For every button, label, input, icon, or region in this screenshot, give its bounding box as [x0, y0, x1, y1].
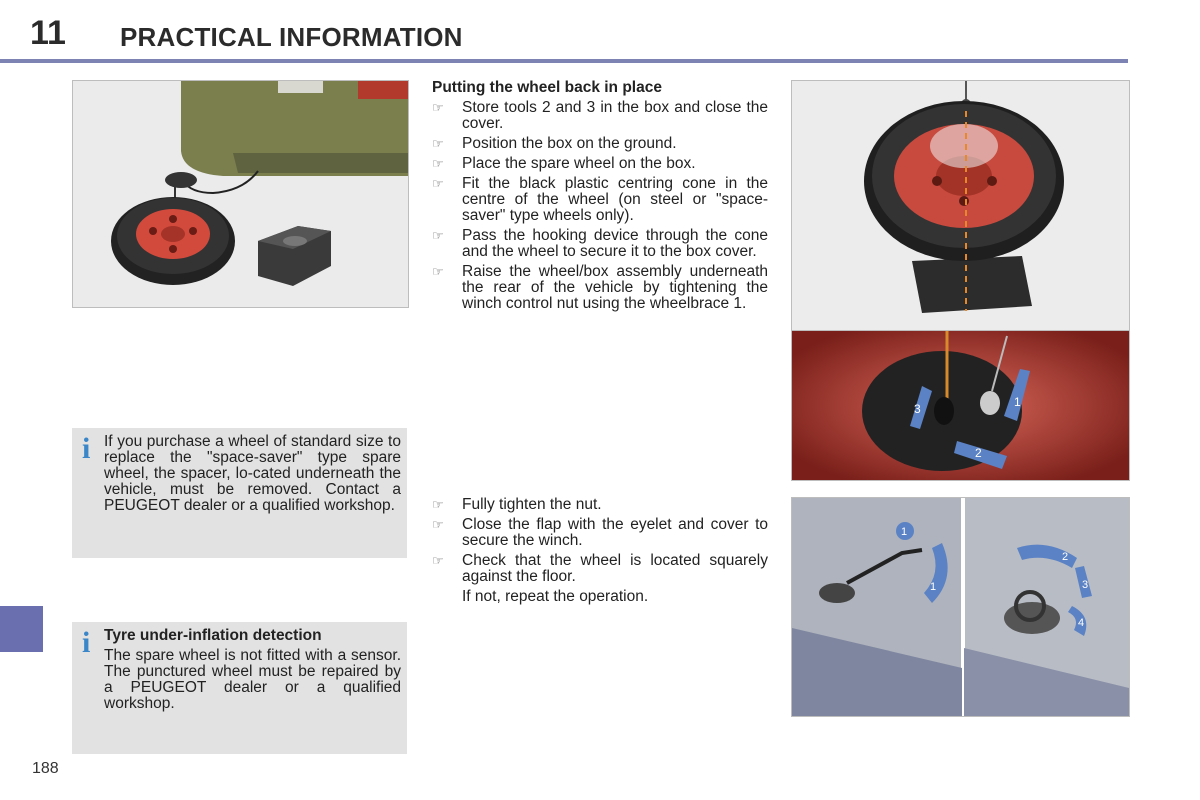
info-icon: i [82, 432, 91, 465]
step-item: ☞ Check that the wheel is located squarely against the floor. [432, 552, 768, 585]
arrow-label-3: 3 [914, 402, 921, 416]
step-item: ☞ Fit the black plastic centring cone in the centre of the wheel (on steel or "space-saver" type wheels only). [432, 175, 768, 224]
step-item: ☞ Close the flap with the eyelet and cover to secure the winch. [432, 516, 768, 549]
winch-nut-illustration [792, 498, 1129, 716]
pointing-hand-icon: ☞ [432, 100, 444, 115]
chapter-title: PRACTICAL INFORMATION [120, 22, 463, 52]
spare-wheel-illustration [73, 81, 408, 307]
info-text: The spare wheel is not fitted with a sensor. The punctured wheel must be repaired by a PEUGEOT dealer or a qualified workshop. [104, 647, 401, 712]
step-note: If not, repeat the operation. [462, 588, 649, 605]
pointing-hand-icon: ☞ [432, 228, 444, 243]
step-item: ☞ Fully tighten the nut. [432, 496, 602, 513]
pointing-hand-icon: ☞ [432, 553, 444, 568]
figure-wheel-box-assembly [791, 80, 1130, 332]
arrow-label-2: 2 [975, 446, 982, 460]
arrow-label-1: 1 [1014, 395, 1021, 409]
section-final-steps [432, 497, 768, 605]
pointing-hand-icon: ☞ [432, 136, 444, 151]
figure-cone-closeup [791, 330, 1130, 481]
figure-winch-nut [791, 497, 1130, 717]
step-item: ☞ Place the spare wheel on the box. [432, 155, 696, 172]
step-item: ☞ Store tools 2 and 3 in the box and close the cover. [432, 99, 768, 132]
arrow-label-1a: 1 [901, 526, 908, 538]
pointing-hand-icon: ☞ [432, 264, 444, 279]
section-putting-wheel-back [432, 80, 768, 316]
pointing-hand-icon: ☞ [432, 156, 444, 171]
section-title: Putting the wheel back in place [432, 79, 662, 96]
info-text: If you purchase a wheel of standard size to replace the "space-saver" type spare wheel, the spacer, lo-cated underneath the vehicle, must be removed. Contact a PEUGEOT dealer or a qualified workshop. [104, 433, 401, 514]
info-title: Tyre under-inflation detection [104, 627, 322, 644]
arrow-label-3: 3 [1082, 579, 1089, 591]
chapter-number: 11 [30, 14, 66, 52]
wheel-assembly-illustration [792, 81, 1129, 331]
arrow-label-1b: 1 [930, 581, 937, 593]
arrow-label-2: 2 [1062, 551, 1069, 563]
cone-closeup-illustration [792, 331, 1129, 480]
page-number: 188 [32, 760, 59, 777]
step-item: ☞ Position the box on the ground. [432, 135, 677, 152]
arrow-label-4: 4 [1078, 617, 1085, 629]
figure-spare-wheel-under-car [72, 80, 409, 308]
step-item: ☞ Pass the hooking device through the cone and the wheel to secure it to the box cover. [432, 227, 768, 260]
chapter-side-tab [0, 606, 43, 652]
info-icon: i [82, 626, 91, 659]
info-text-block [104, 628, 401, 712]
step-item: ☞ Raise the wheel/box assembly underneath the rear of the vehicle by tightening the winch control nut using the wheelbrace 1. [432, 263, 768, 312]
pointing-hand-icon: ☞ [432, 176, 444, 191]
info-box-tyre-under-inflation [72, 622, 407, 754]
info-box-standard-wheel [72, 428, 407, 558]
pointing-hand-icon: ☞ [432, 497, 444, 512]
pointing-hand-icon: ☞ [432, 517, 444, 532]
header-rule [0, 59, 1128, 63]
